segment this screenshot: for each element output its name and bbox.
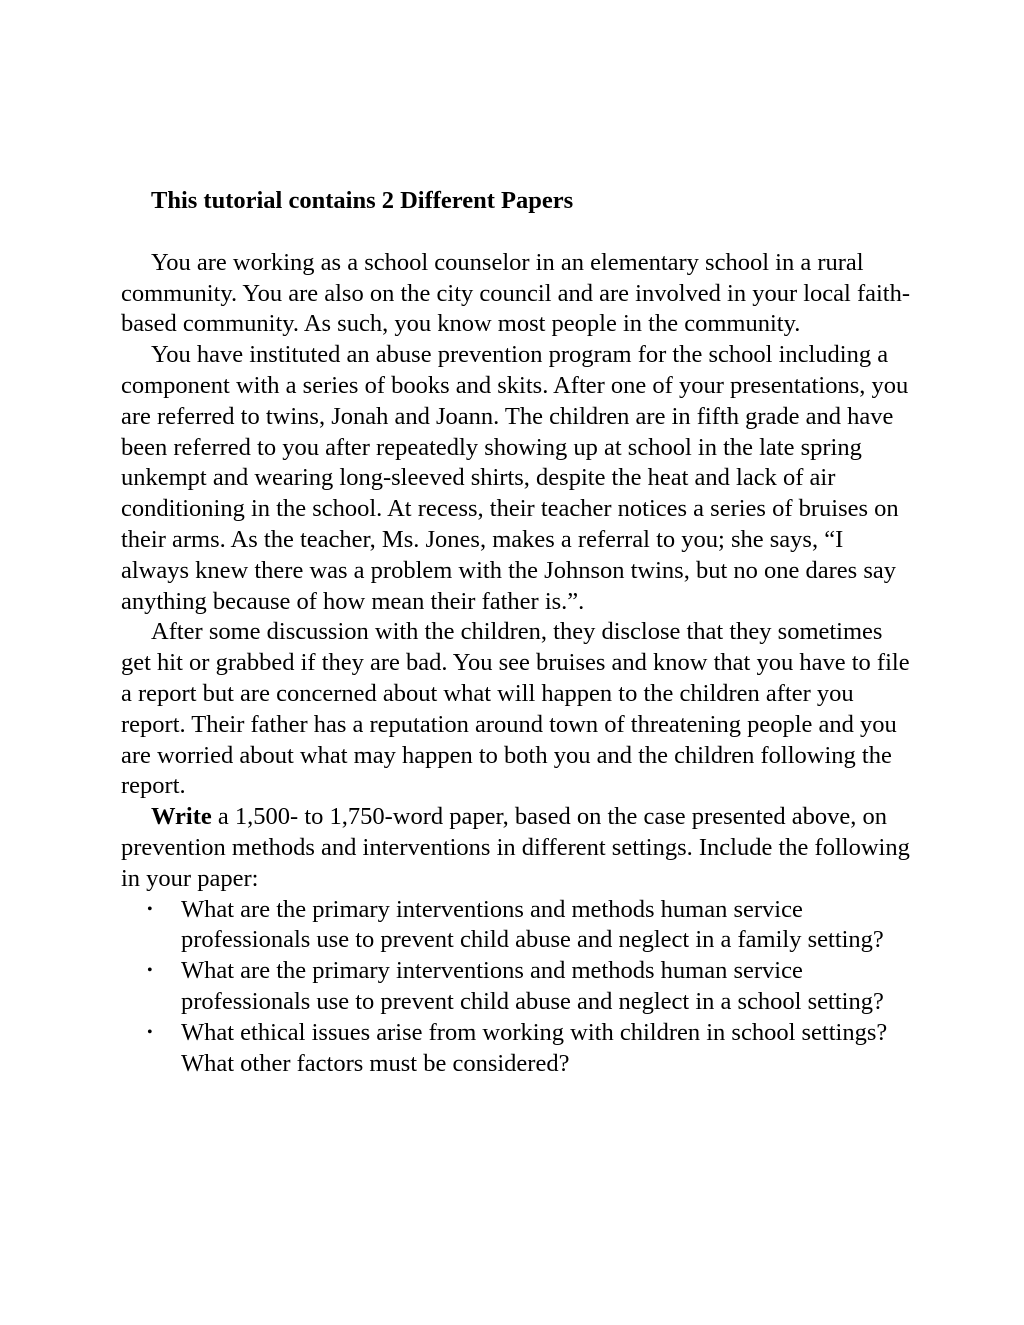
list-item <box>121 895 911 957</box>
list-item-text: What are the primary interventions and methods human service professionals use to prevent child abuse and neglect in a family setting? <box>181 895 884 954</box>
bullet-icon: • <box>147 900 153 918</box>
requirements-list <box>121 895 911 1080</box>
paragraph-disclosure: After some discussion with the children, they disclose that they sometimes get hit or grabbed if they are bad. You see bruises and know that you have to file a report but are concerned about what will happen to the children after you report. Their father has a reputation around town of threatening people and you are worried about what may happen to both you and the children following the report. <box>121 618 910 800</box>
assignment-instructions: a 1,500- to 1,750-word paper, based on the case presented above, on prevention methods and interventions in different settings. Include the following in your paper: <box>121 803 910 892</box>
document-heading: This tutorial contains 2 Different Papers <box>151 187 574 214</box>
paragraph-intro: You are working as a school counselor in an elementary school in a rural community. You are also on the city council and are involved in your local faith-based community. As such, you know most people in the community. <box>121 248 911 338</box>
list-item <box>121 1018 911 1080</box>
document-body <box>121 186 911 1079</box>
assignment-write-word: Write <box>151 803 212 831</box>
paragraph-assignment <box>121 802 911 894</box>
bullet-icon: • <box>147 1023 153 1041</box>
list-item-text: What ethical issues arise from working with children in school settings? What other factors must be considered? <box>181 1018 888 1077</box>
list-item <box>121 956 911 1018</box>
list-item-text: What are the primary interventions and methods human service professionals use to prevent child abuse and neglect in a school setting? <box>181 957 884 1015</box>
bullet-icon: • <box>147 962 153 980</box>
paragraph-program: You have instituted an abuse prevention program for the school including a component with a series of books and skits. After one of your presentations, you are referred to twins, Jonah and Joann. The children are in fifth grade and have been referred to you after repeatedly showing up at school in the late spring unkempt and wearing long-sleeved shirts, despite the heat and lack of air conditioning in the school. At recess, their teacher notices a series of bruises on their arms. As the teacher, Ms. Jones, makes a referral to you; she says, “I always knew there was a problem with the Johnson twins, but no one dares say anything because of how mean their father is.”. <box>121 341 909 615</box>
